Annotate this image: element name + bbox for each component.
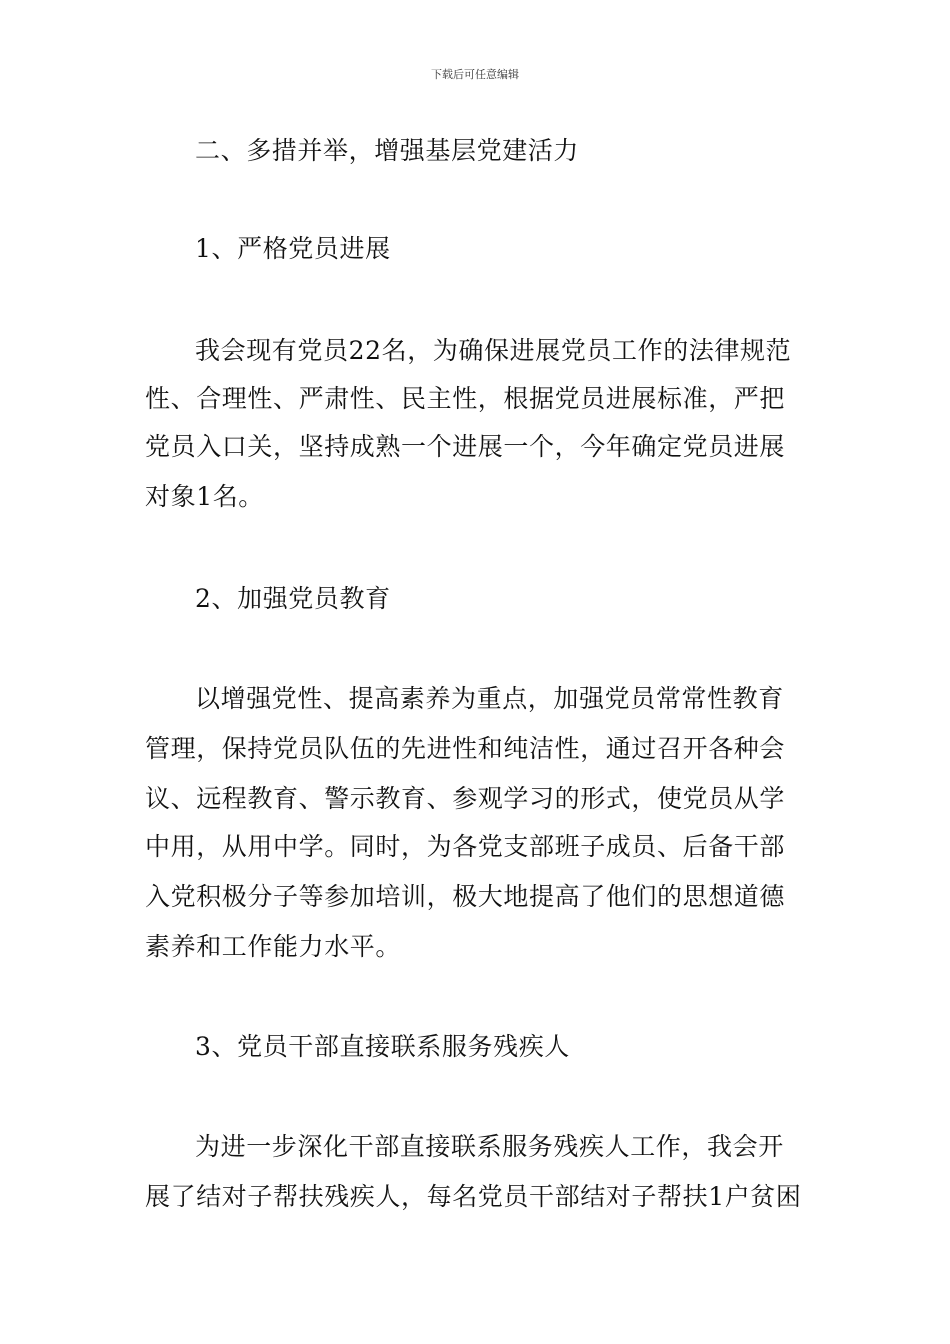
- paragraph-line: 性、合理性、严肃性、民主性，根据党员进展标准，严把: [145, 384, 786, 413]
- paragraph-line: 入党积极分子等参加培训，极大地提高了他们的思想道德: [145, 882, 786, 911]
- paragraph-line: 议、远程教育、警示教育、参观学习的形式，使党员从学: [145, 784, 786, 813]
- paragraph-line: 对象1名。: [145, 482, 264, 511]
- section-title: 二、多措并举，增强基层党建活力: [195, 136, 580, 165]
- item3-heading: 3、党员干部直接联系服务残疾人: [195, 1032, 570, 1061]
- paragraph-line: 展了结对子帮扶残疾人，每名党员干部结对子帮扶1户贫困: [145, 1182, 802, 1211]
- paragraph-line: 素养和工作能力水平。: [145, 932, 402, 961]
- paragraph-line: 我会现有党员22名，为确保进展党员工作的法律规范: [195, 336, 792, 365]
- paragraph-line: 以增强党性、提高素养为重点，加强党员常常性教育: [195, 684, 784, 713]
- page-header: 下载后可任意编辑: [431, 68, 519, 81]
- item2-heading: 2、加强党员教育: [195, 584, 391, 613]
- paragraph-line: 中用，从用中学。同时，为各党支部班子成员、后备干部: [145, 832, 786, 861]
- item1-heading: 1、严格党员进展: [195, 234, 391, 263]
- paragraph-line: 管理，保持党员队伍的先进性和纯洁性，通过召开各种会: [145, 734, 786, 763]
- paragraph-line: 为进一步深化干部直接联系服务残疾人工作，我会开: [195, 1132, 784, 1161]
- paragraph-line: 党员入口关，坚持成熟一个进展一个，今年确定党员进展: [145, 432, 786, 461]
